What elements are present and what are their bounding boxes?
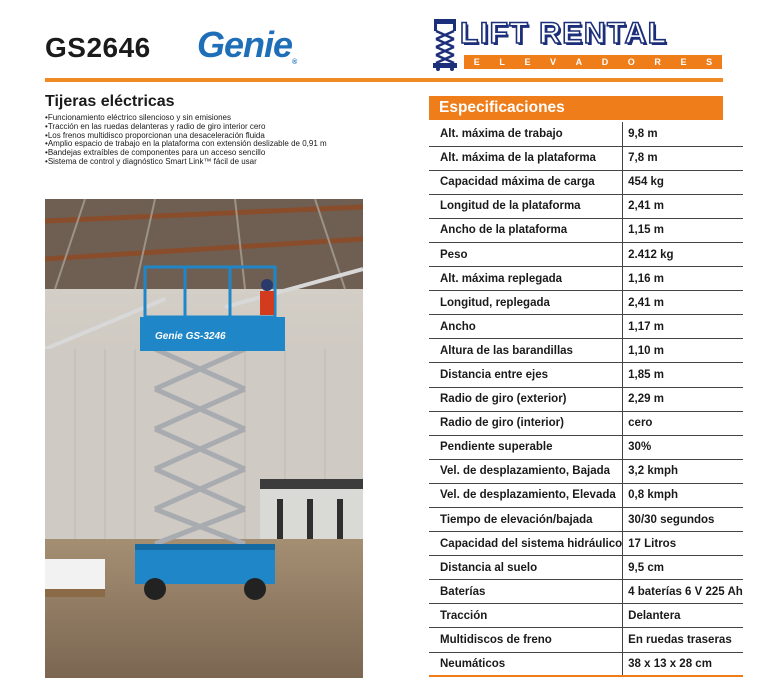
spec-row xyxy=(429,532,743,556)
subtitle-letter: E xyxy=(680,57,687,67)
spec-row xyxy=(429,170,743,194)
specs-title: Especificaciones xyxy=(429,96,723,120)
spec-label: Alt. máxima replegada xyxy=(429,267,623,291)
spec-label: Altura de las barandillas xyxy=(429,339,623,363)
spec-value: cero xyxy=(623,411,743,435)
feature-item: • Tracción en las ruedas delanteras y radio de giro interior cero xyxy=(45,123,327,132)
spec-label: Longitud, replegada xyxy=(429,291,623,315)
spec-value: 17 Litros xyxy=(623,532,743,556)
spec-row xyxy=(429,411,743,435)
spec-value: 1,10 m xyxy=(623,339,743,363)
spec-label: Tracción xyxy=(429,604,623,628)
scissor-lift-photo xyxy=(45,199,363,678)
feature-item: • Bandejas extraíbles de componentes para un acceso sencillo xyxy=(45,149,327,158)
spec-label: Ancho de la plataforma xyxy=(429,218,623,242)
spec-row xyxy=(429,315,743,339)
feature-item: • Amplio espacio de trabajo en la plataforma con extensión deslizable de 0,91 m xyxy=(45,140,327,149)
spec-value: 2,41 m xyxy=(623,194,743,218)
company-name: LIFT RENTAL xyxy=(460,17,668,50)
feature-item: • Sistema de control y diagnóstico Smart Link™ fácil de usar xyxy=(45,158,327,167)
spec-value: 2,41 m xyxy=(623,291,743,315)
spec-value: 1,16 m xyxy=(623,267,743,291)
feature-item: • Funcionamiento eléctrico silencioso y sin emisiones xyxy=(45,114,327,123)
spec-row xyxy=(429,628,743,652)
spec-value: 30% xyxy=(623,435,743,459)
brand-registered-mark: ® xyxy=(292,59,297,66)
spec-row xyxy=(429,483,743,507)
spec-value: 1,15 m xyxy=(623,218,743,242)
model-title: GS2646 xyxy=(45,32,151,63)
spec-row xyxy=(429,194,743,218)
spec-row xyxy=(429,387,743,411)
spec-value: 2,29 m xyxy=(623,387,743,411)
machine-label: Genie GS-3246 xyxy=(155,331,226,342)
company-subtitle xyxy=(464,55,722,69)
scissor-lift-icon xyxy=(432,17,458,71)
features-title: Tijeras eléctricas xyxy=(45,93,175,110)
subtitle-letter: O xyxy=(627,57,635,67)
subtitle-letter: R xyxy=(654,57,661,67)
spec-label: Ancho xyxy=(429,315,623,339)
spec-value: 2.412 kg xyxy=(623,242,743,266)
spec-value: 4 baterías 6 V 225 Ah xyxy=(623,580,743,604)
spec-label: Radio de giro (exterior) xyxy=(429,387,623,411)
brand-name: Genie xyxy=(197,24,293,65)
spec-row xyxy=(429,556,743,580)
spec-label: Baterías xyxy=(429,580,623,604)
subtitle-letter: A xyxy=(575,57,583,67)
spec-label: Radio de giro (interior) xyxy=(429,411,623,435)
subtitle-letter: D xyxy=(601,57,609,67)
spec-value: 454 kg xyxy=(623,170,743,194)
spec-label: Distancia al suelo xyxy=(429,556,623,580)
spec-label: Alt. máxima de trabajo xyxy=(429,122,623,146)
spec-row xyxy=(429,652,743,676)
spec-value: 38 x 13 x 28 cm xyxy=(623,652,743,676)
subtitle-letter: L xyxy=(499,57,505,67)
spec-row xyxy=(429,580,743,604)
spec-label: Peso xyxy=(429,242,623,266)
spec-label: Alt. máxima de la plataforma xyxy=(429,146,623,170)
spec-value: 7,8 m xyxy=(623,146,743,170)
spec-value: Delantera xyxy=(623,604,743,628)
spec-row xyxy=(429,604,743,628)
spec-value: 9,5 cm xyxy=(623,556,743,580)
spec-label: Neumáticos xyxy=(429,652,623,676)
spec-row xyxy=(429,242,743,266)
spec-value: 9,8 m xyxy=(623,122,743,146)
spec-row xyxy=(429,508,743,532)
subtitle-letter: E xyxy=(524,57,531,67)
subtitle-letter: V xyxy=(550,57,557,67)
spec-label: Vel. de desplazamiento, Bajada xyxy=(429,459,623,483)
spec-label: Vel. de desplazamiento, Elevada xyxy=(429,483,623,507)
spec-row xyxy=(429,291,743,315)
spec-row xyxy=(429,459,743,483)
spec-row xyxy=(429,146,743,170)
spec-label: Distancia entre ejes xyxy=(429,363,623,387)
subtitle-letter: S xyxy=(706,57,713,67)
spec-value: 30/30 segundos xyxy=(623,508,743,532)
spec-value: 0,8 kmph xyxy=(623,483,743,507)
spec-value: 1,17 m xyxy=(623,315,743,339)
spec-row xyxy=(429,218,743,242)
spec-value: 3,2 kmph xyxy=(623,459,743,483)
spec-row xyxy=(429,363,743,387)
lift-rental-logo xyxy=(432,17,724,71)
genie-logo xyxy=(197,24,296,66)
spec-label: Tiempo de elevación/bajada xyxy=(429,508,623,532)
spec-row xyxy=(429,267,743,291)
spec-row xyxy=(429,435,743,459)
spec-label: Capacidad del sistema hidráulico xyxy=(429,532,623,556)
spec-row xyxy=(429,339,743,363)
spec-label: Multidiscos de freno xyxy=(429,628,623,652)
subtitle-letter: E xyxy=(473,57,480,67)
spec-value: En ruedas traseras xyxy=(623,628,743,652)
specs-table xyxy=(429,122,743,677)
spec-value: 1,85 m xyxy=(623,363,743,387)
spec-label: Pendiente superable xyxy=(429,435,623,459)
orange-divider xyxy=(45,78,723,82)
spec-label: Capacidad máxima de carga xyxy=(429,170,623,194)
features-list xyxy=(45,114,327,167)
feature-item: • Los frenos multidisco proporcionan una desaceleración fluida xyxy=(45,132,327,141)
spec-label: Longitud de la plataforma xyxy=(429,194,623,218)
spec-row xyxy=(429,122,743,146)
